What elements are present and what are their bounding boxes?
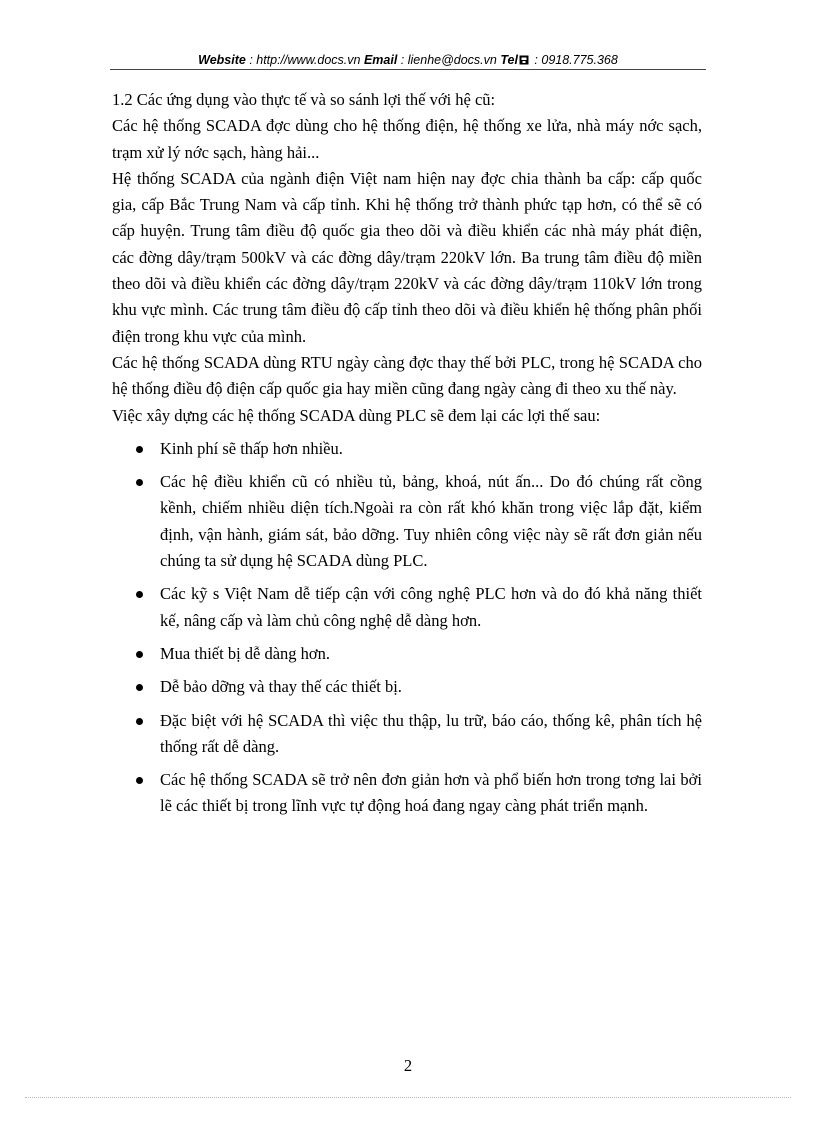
list-item <box>112 436 702 462</box>
list-item-text: Đặc biệt với hệ SCADA thì việc thu thập, lu trữ, báo cáo, thống kê, phân tích hệ thống rất dễ dàng. <box>160 710 702 756</box>
tel-label: Tel <box>500 53 518 67</box>
body-paragraph: Hệ thống SCADA của ngành điện Việt nam hiện nay đợc chia thành ba cấp: cấp quốc gia, cấp Bắc Trung Nam và cấp tỉnh. Khi hệ thống trở thành phức tạp hơn, có thể sẽ có cấp huyện. Trung tâm điều độ quốc gia theo dõi và điều khiển các nhà máy phát điện, các đờng dây/trạm 500kV và các đờng dây/trạm 220kV lớn. Ba trung tâm điều độ miền theo dõi và điều khiển các đờng dây/trạm 220kV và các đờng dây/trạm 110kV lớn trong khu vực mình. Các trung tâm điều độ cấp tỉnh theo dõi và điều khiển hệ thống phân phối điện trong khu vực của mình. <box>112 168 702 346</box>
phone-icon <box>519 55 529 65</box>
advantages-list <box>112 436 702 820</box>
list-item <box>112 708 702 761</box>
footer-divider <box>25 1097 791 1098</box>
bullet-icon <box>136 651 143 658</box>
list-item-text: Kinh phí sẽ thấp hơn nhiều. <box>160 438 343 458</box>
email-value[interactable]: : lienhe@docs.vn <box>397 53 501 67</box>
bullet-icon <box>136 479 143 486</box>
list-item-text: Các hệ thống SCADA sẽ trở nên đơn giản hơn và phổ biến hơn trong tơng lai bởi lẽ các thiết bị trong lĩnh vực tự động hoá đang ngay càng phát triển mạnh. <box>160 770 702 816</box>
email-label: Email <box>363 53 398 67</box>
list-item-text: Mua thiết bị dễ dàng hơn. <box>160 643 331 663</box>
list-item <box>112 674 702 700</box>
website-value[interactable]: : http://www.docs.vn <box>245 53 364 67</box>
bullet-icon <box>136 591 143 598</box>
list-item <box>112 469 702 574</box>
list-item <box>112 767 702 820</box>
list-item-text: Các hệ điều khiển cũ có nhiều tủ, bảng, khoá, nút ấn... Do đó chúng rất cồng kềnh, chiếm nhiều diện tích.Ngoài ra còn rất khó khăn trong việc lắp đặt, kiểm định, vận hành, giám sát, bảo dỡng. Tuy nhiên công việc này sẽ rất đơn giản nếu chúng ta sử dụng hệ SCADA dùng PLC. <box>160 472 702 571</box>
tel-value: : 0918.775.368 <box>530 53 618 67</box>
page-number: 2 <box>403 1056 413 1075</box>
bullet-icon <box>136 446 143 453</box>
list-item <box>112 581 702 634</box>
bullet-icon <box>136 684 143 691</box>
bullet-icon <box>136 718 143 725</box>
list-item-text: Các kỹ s Việt Nam dễ tiếp cận với công nghệ PLC hơn và do đó khả năng thiết kế, nâng cấp và làm chủ công nghệ dễ dàng hơn. <box>160 584 702 630</box>
body-paragraph: Các hệ thống SCADA dùng RTU ngày càng đợc thay thế bởi PLC, trong hệ SCADA cho hệ thống điều độ điện cấp quốc gia hay miền cũng đang ngày càng đi theo xu thế này. <box>112 352 702 399</box>
website-label: Website <box>198 53 246 67</box>
document-body <box>112 87 702 820</box>
list-item <box>112 641 702 667</box>
bullet-icon <box>136 777 143 784</box>
body-paragraph: Các hệ thống SCADA đợc dùng cho hệ thống điện, hệ thống xe lửa, nhà máy nớc sạch, trạm xử lý nớc sạch, hàng hải... <box>112 116 702 162</box>
body-paragraph: Việc xây dựng các hệ thống SCADA dùng PLC sẽ đem lại các lợi thế sau: <box>112 405 601 425</box>
list-item-text: Dễ bảo dỡng và thay thế các thiết bị. <box>160 677 402 697</box>
page-header <box>110 50 706 70</box>
section-heading: 1.2 Các ứng dụng vào thực tế và so sánh lợi thế với hệ cũ: <box>112 90 496 109</box>
header-divider <box>110 69 706 70</box>
